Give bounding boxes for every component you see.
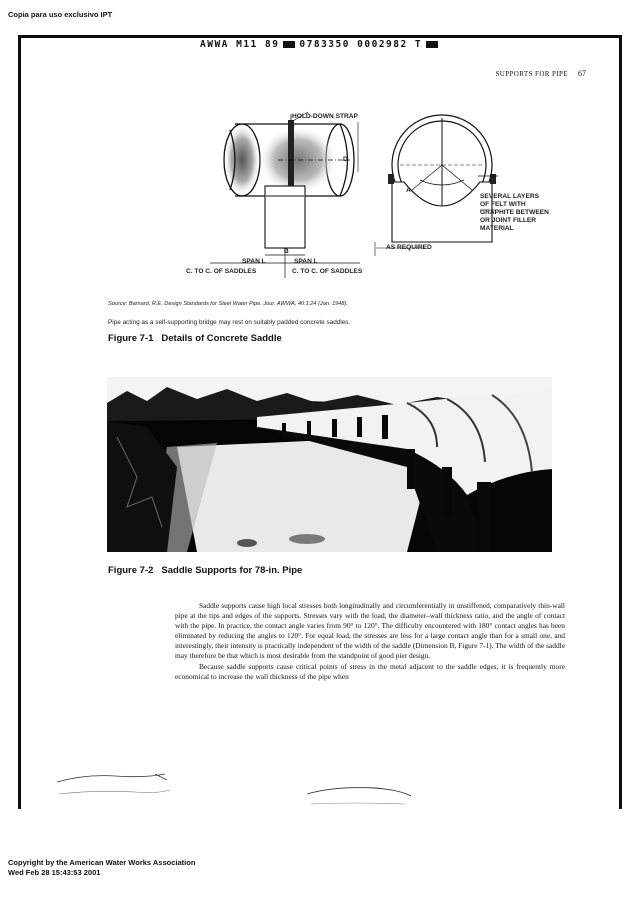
label-as-required: AS REQUIRED (386, 244, 432, 251)
watermark-bottom-line1: Copyright by the American Water Works Association (8, 858, 196, 867)
label-felt-line5: MATERIAL (480, 225, 514, 232)
body-text (175, 601, 565, 682)
saddle-side (265, 186, 305, 248)
label-dim-b: B (284, 248, 289, 255)
scan-border-top (18, 35, 622, 38)
figure-7-2-number: Figure 7-2 (108, 565, 154, 576)
page-number: 67 (578, 69, 586, 78)
label-felt-line2: OF FELT WITH (480, 201, 526, 208)
document-code-header (200, 39, 442, 50)
label-felt-line1: SEVERAL LAYERS (480, 193, 539, 200)
scan-scribble-left (55, 770, 175, 800)
figure-7-1-number: Figure 7-1 (108, 333, 154, 344)
doc-code-mid: 0783350 0002982 T (299, 39, 423, 50)
body-paragraph-2: Because saddle supports cause critical points of stress in the metal adjacent to the saddle edges, it is frequently more economical to increase the wall thickness of the pipe when (175, 661, 565, 681)
label-hold-down-strap: HOLD-DOWN STRAP (292, 113, 358, 120)
scan-border-right (619, 35, 622, 809)
label-span-right: SPAN L (294, 258, 318, 265)
photo-rendering (107, 377, 552, 552)
label-dim-a: A (406, 187, 411, 194)
scan-border-left (18, 35, 21, 809)
label-dim-d: D (343, 156, 348, 163)
figure-7-1-caption: Details of Concrete Saddle (161, 333, 282, 344)
hold-down-strap (288, 120, 294, 195)
label-span-left: SPAN L (242, 258, 266, 265)
figure-7-1-title (108, 333, 282, 344)
figure-7-1-source: Source: Barnard, R.E. Design Standards for Steel Water Pipe. Jour. AWWA, 40:1:24 (Jan. 1948). (108, 301, 348, 307)
body-paragraph-1: Saddle supports cause high local stresses both longitudinally and circumferentially in unstiffened, comparatively thin-wall pipe at the tips and edges of the supports. Stresses vary with the load, the diameter–wall thickness ratio, and the angle of contact with the pipe. In practice, the contact angle varies from 90° to 120°. The difficulty encountered with 180° contact angles has been eliminated by reducing the angles to 120°. For equal load, the stresses are less for a large contact angle than for a small one, and interestingly, their intensity is practically independent of the width of the saddle (Dimension B, Figure 7-1). The width of the saddle may therefore be that which is most desirable from the standpoint of good pier design. (175, 601, 565, 661)
label-felt-line4: OR JOINT FILLER (480, 217, 537, 224)
watermark-top: Copia para uso exclusivo IPT (8, 10, 113, 19)
block-mark-1 (283, 41, 295, 48)
label-felt-line3: GRAPHITE BETWEEN (480, 209, 549, 216)
saddle-supports-photo (107, 377, 552, 552)
watermark-bottom-line2: Wed Feb 28 15:43:53 2001 (8, 868, 101, 877)
figure-7-2-title (108, 565, 302, 576)
figure-7-1-description: Pipe acting as a self-supporting bridge may rest on suitably padded concrete saddles. (108, 319, 351, 326)
figure-7-2-caption: Saddle Supports for 78-in. Pipe (161, 565, 303, 576)
label-ctoc-right: C. TO C. OF SADDLES (292, 268, 363, 275)
label-ctoc-left: C. TO C. OF SADDLES (186, 268, 257, 275)
block-mark-2 (426, 41, 438, 48)
watermark-bottom (8, 858, 195, 878)
doc-code-left: AWWA M11 89 (200, 39, 280, 50)
scan-scribble-right (305, 784, 415, 808)
running-head: SUPPORTS FOR PIPE (495, 70, 568, 78)
